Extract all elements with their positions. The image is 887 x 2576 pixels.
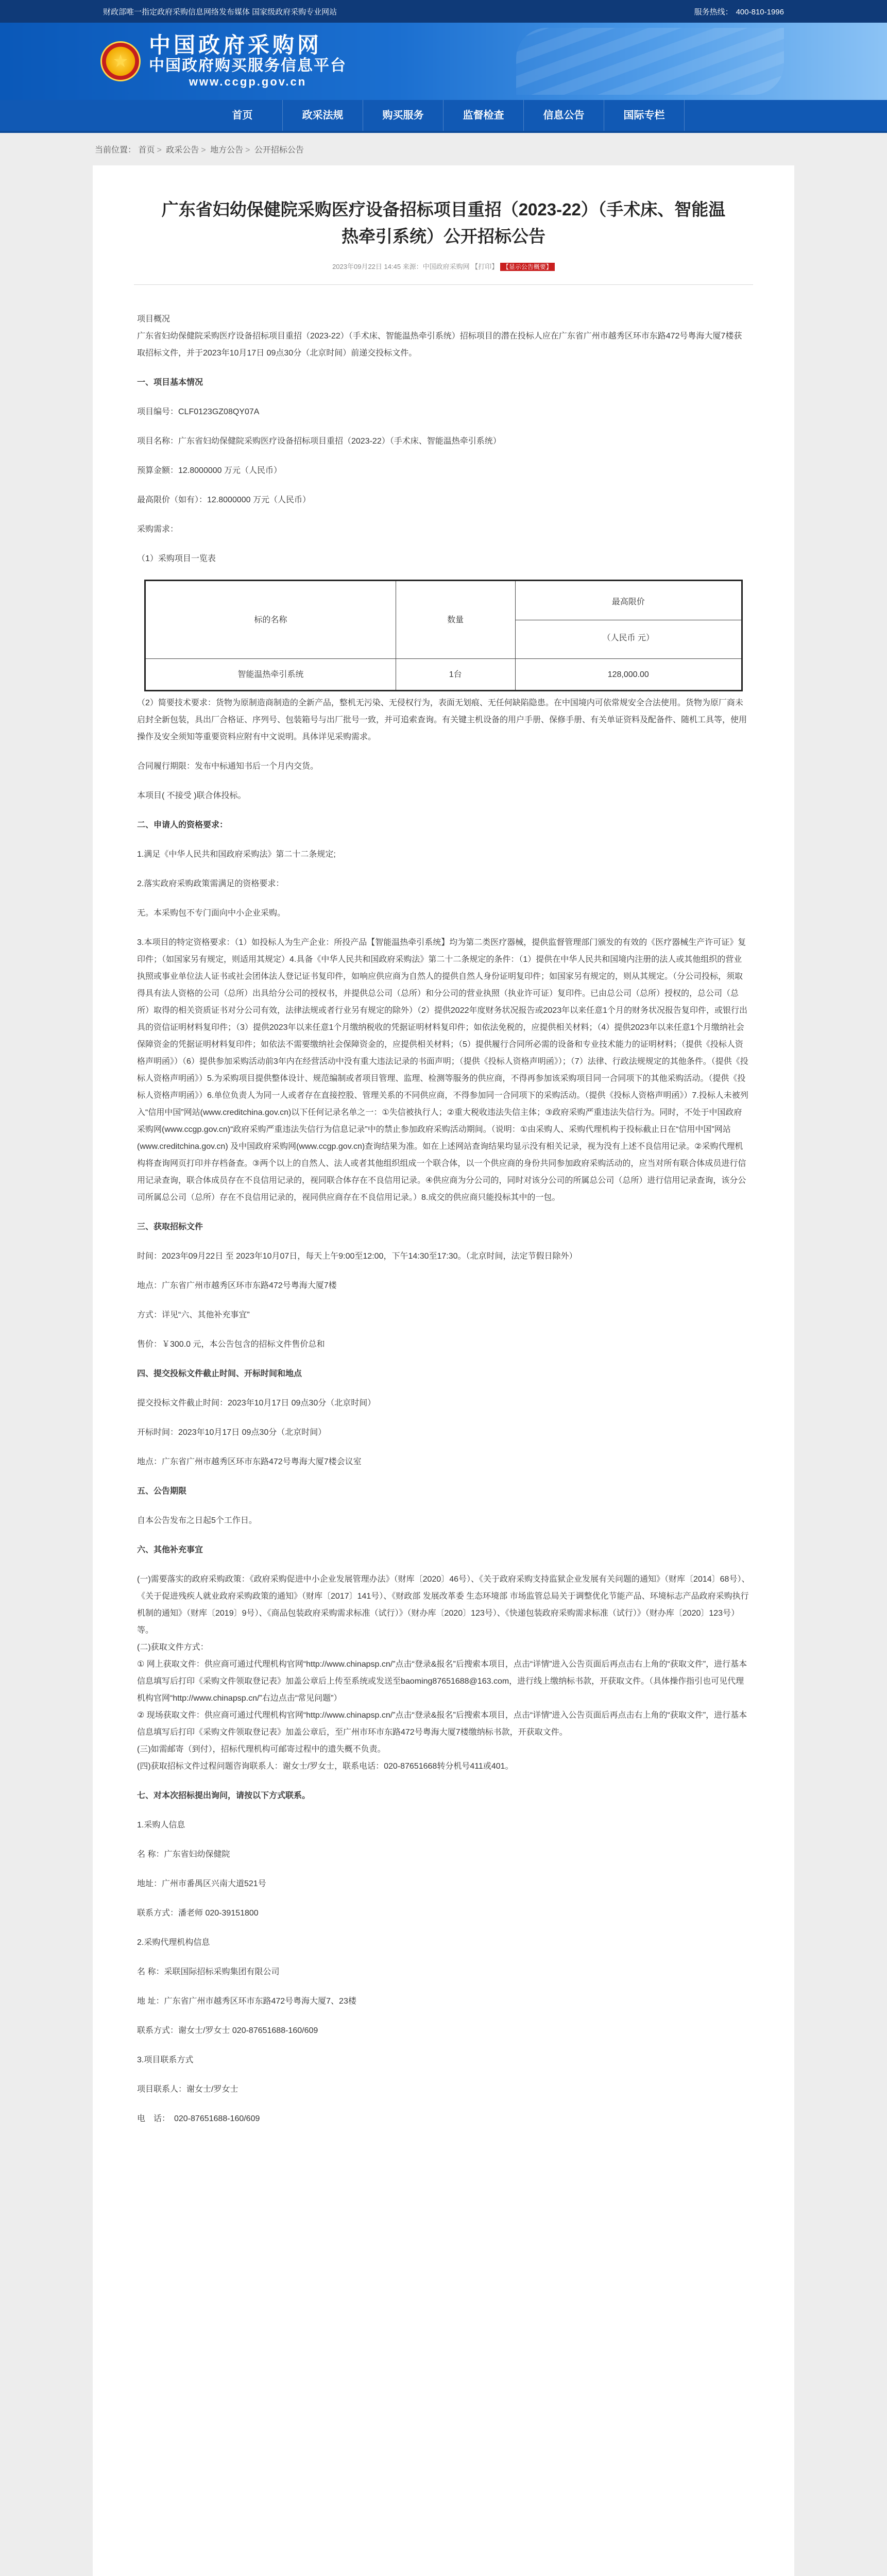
main-nav [0,100,887,133]
project-contact-phone: 电 话： 020-87651688-160/609 [137,2114,260,2123]
top-bar [0,0,887,23]
article-meta-text: 2023年09月22日 14:45 来源：中国政府采购网 【打印】 [332,263,499,270]
project-contact-person: 项目联系人：谢女士/罗女士 [137,2085,238,2094]
section-3-title: 三、获取招标文件 [137,1223,203,1231]
nav-item-supervision[interactable]: 监督检查 [444,100,524,131]
national-emblem-icon: ★ [100,41,141,81]
breadcrumb-local[interactable]: 地方公告 [210,146,244,155]
project-number: 项目编号：CLF0123GZ08QY07A [137,408,260,416]
extra-get-docs: (二)获取文件方式： [137,1643,209,1652]
purchaser-name: 名 称：广东省妇幼保健院 [137,1850,230,1859]
qualification-2-detail: 无。本采购包不专门面向中小企业采购。 [137,909,286,918]
table-cell-name: 智能温热牵引系统 [145,659,396,691]
agency-title: 2.采购代理机构信息 [137,1938,210,1947]
show-summary-button[interactable]: 【显示公告概要】 [500,263,555,271]
project-contact-title: 3.项目联系方式 [137,2056,194,2064]
section-2-title: 二、申请人的资格要求： [137,821,228,829]
purchaser-title: 1.采购人信息 [137,1821,185,1829]
extra-policy: (一)需要落实的政府采购政策：《政府采购促进中小企业发展管理办法》（财库〔2020〕46号）、《关于政府采购支持监狱企业发展有关问题的通知》（财库〔2014〕68号）、《关于促进残疾人就业政府采购政策的通知》（财库〔2017〕141号）、《财政部 发展改革委 生态环境部 市场监管总局关于调整优化节能产品、环境标志产品政府采购执行机制的通知》（财库〔2019〕9号）、《商品包装政府采购需求标准（试行）》（财办库〔2020〕123号）、《快递包装政府采购需求标准（试行）》（财办库〔2020〕123号）等。 [137,1575,750,1635]
top-bar-hotline [691,6,784,17]
get-docs-price: 售价：￥300.0 元，本公告包含的招标文件售价总和 [137,1340,325,1349]
section-6-title: 六、其他补充事宜 [137,1546,203,1554]
get-docs-place: 地点：广东省广州市越秀区环市东路472号粤海大厦7楼 [137,1281,337,1290]
logo-subtitle: 中国政府购买服务信息平台 [149,57,347,74]
agency-contact: 联系方式：谢女士/罗女士 020-87651688-160/609 [137,2026,318,2035]
notice-period: 自本公告发布之日起5个工作日。 [137,1516,257,1525]
breadcrumb: 当前位置： 首页 > 政采公告 > 地方公告 > 公开招标公告 [95,146,304,155]
purchaser-contact: 联系方式：潘老师 020-39151800 [137,1909,259,1918]
max-price: 最高限价（如有）：12.8000000 万元（人民币） [137,496,311,504]
consortium-policy: 本项目( 不接受 )联合体投标。 [137,791,246,800]
technical-requirements: （2）简要技术要求：货物为原制造商制造的全新产品，整机无污染、无侵权行为，表面无划痕、无任何缺陷隐患。在中国境内可依常规安全合法使用。货物为原厂商未启封全新包装，具出厂合格证、序列号、包装箱号与出厂批号一致，并可追索查询。有关键主机设备的用户手册、保修手册、有关单证资料及配备件、随机工具等，使用操作及安全须知等重要资料应附有中文说明。具体详见采购需求。 [137,699,747,741]
requirements-list-title: （1）采购项目一览表 [137,554,216,563]
top-bar-slogan: 财政部唯一指定政府采购信息网络发布媒体 国家级政府采购专业网站 [103,7,337,16]
agency-name: 名 称：采联国际招标采购集团有限公司 [137,1968,280,1976]
logo-title: 中国政府采购网 [149,33,322,57]
budget: 预算金额：12.8000000 万元（人民币） [137,466,282,475]
contract-period: 合同履行期限：发布中标通知书后一个月内交货。 [137,762,319,771]
table-header-qty: 数量 [396,581,515,659]
overview-title: 项目概况 [137,315,170,324]
extra-mail: (三)如需邮寄（到付），招标代理机构可邮寄过程中的遗失概不负责。 [137,1745,386,1754]
extra-get-docs-online: ① 网上获取文件：供应商可通过代理机构官网“http://www.chinapsp.cn/”点击“登录&报名”后搜索本项目，点击“详情”进入公告页面后再点击右上角的“获取文件”，进行基本信息填写后打印《采购文件领取登记表》加盖公章后上传至系统或发送至baoming87651688@163.com，进行线上缴纳标书款，开获取文件。（具体操作指引也可见代理机构官网“http://www.chinapsp.cn/”右边点击“常见问题”） [137,1660,747,1703]
article-body [134,311,753,2127]
project-name: 项目名称：广东省妇幼保健院采购医疗设备招标项目重招（2023-22）（手术床、智能温热牵引系统） [137,437,501,446]
nav-item-regulations[interactable]: 政采法规 [283,100,363,131]
section-1-title: 一、项目基本情况 [137,378,203,387]
table-header-limit-unit: （人民币 元） [602,633,654,642]
requirements-table [144,580,743,691]
extra-contact: (四)获取招标文件过程问题咨询联系人：谢女士/罗女士，联系电话：020-87651668转分机号411或401。 [137,1762,514,1771]
section-4-title: 四、提交投标文件截止时间、开标时间和地点 [137,1369,302,1378]
nav-item-purchase-services[interactable]: 购买服务 [363,100,444,131]
submit-deadline: 提交投标文件截止时间：2023年10月17日 09点30分（北京时间） [137,1399,376,1408]
banner-decoration [516,28,784,95]
requirements-label: 采购需求： [137,525,179,534]
breadcrumb-announcements[interactable]: 政采公告 [166,146,199,155]
logo-url: www.ccgp.gov.cn [189,75,307,88]
site-banner [0,23,887,100]
nav-item-announcements[interactable]: 信息公告 [524,100,604,131]
divider [134,284,753,285]
breadcrumb-open-tender[interactable]: 公开招标公告 [254,146,304,155]
section-7-title: 七、对本次招标提出询问，请按以下方式联系。 [137,1791,311,1800]
section-5-title: 五、公告期限 [137,1487,187,1496]
breadcrumb-home[interactable]: 首页 [138,146,155,155]
nav-item-home[interactable]: 首页 [202,100,283,131]
table-header-limit [515,581,742,659]
table-header-limit-title: 最高限价 [611,597,645,606]
qualification-3: 3.本项目的特定资格要求：（1）如投标人为生产企业：所投产品【智能温热牵引系统】均为第二类医疗器械，提供监督管理部门颁发的有效的《医疗器械生产许可证》复印件；（如国家另有规定，则适用其规定）4.具备《中华人民共和国政府采购法》第二十二条规定的条件：（1）提供在中华人民共和国境内注册的法人或其他组织的营业执照或事业单位法人证书或社会团体法人登记证书复印件，如响应供应商为自然人的提供自然人身份证明复印件；如国家另有规定的，则从其规定。（分公司投标，须取得具有法人资格的公司（总所）出具给分公司的授权书，并提供总公司（总所）和分公司的营业执照（执业许可证）复印件。已由总公司（总所）授权的，总公司（总所）取得的相关资质证书对分公司有效，法律法规或者行业另有规定的除外）（2）提供2022年度财务状况报告或2023年以来任意1个月的财务状况报告复印件，或银行出具的资信证明材料复印件；（3）提供2023年以来任意1个月缴纳税收的凭据证明材料复印件；如依法免税的，应提供相关材料；（4）提供2023年以来任意1个月缴纳社会保障资金的凭据证明材料复印件；如依法不需要缴纳社会保障资金的，应提供相关材料；（5）提供履行合同所必需的设备和专业技术能力的证明材料；（提供《投标人资格声明函》）（6）提供参加采购活动前3年内在经营活动中没有重大违法记录的书面声明；（提供《投标人资格声明函》）；（7）法律、行政法规规定的其他条件。（提供《投标人资格声明函》）5.为采购项目提供整体设计、规范编制或者项目管理、监理、检测等服务的供应商，不得再参加该采购项目同一合同项下的其他采购活动。（提供《投标人资格声明函》）6.单位负责人为同一人或者存在直接控股、管理关系的不同供应商，不得参加同一合同项下的采购活动。（提供《投标人资格声明函》）7.投标人未被列入“信用中国”网站(www.creditchina.gov.cn)以下任何记录名单之一：①失信被执行人；②重大税收违法失信主体；③政府采购严重违法失信行为。同时，不处于中国政府采购网(www.ccgp.gov.cn)“政府采购严重违法失信行为信息记录”中的禁止参加政府采购活动期间。（说明：①由采购人、采购代理机构于投标截止日在“信用中国”网站(www.creditchina.gov.cn) 及中国政府采购网(www.ccgp.gov.cn)查询结果为准。如在上述网站查询结果均显示没有相关记录，视为没有上述不良信用记录。②采购代理机构将查询网页打印并存档备查。③两个以上的自然人、法人或者其他组织组成一个联合体，以一个供应商的身份共同参加政府采购活动的，应当对所有联合体成员进行信用记录查询，联合体成员存在不良信用记录的，视同联合体存在不良信用记录。④供应商为分公司的，同时对该分公司的所属总公司（总所）进行信用记录查询，该分公司所属总公司（总所）存在不良信用记录的，视同供应商存在不良信用记录。）8.成交的供应商只能投标其中的一包。 [137,938,748,1202]
site-logo[interactable] [100,34,347,89]
article-title: 广东省妇幼保健院采购医疗设备招标项目重招（2023-22）（手术床、智能温热牵引系统）公开招标公告 [161,200,726,246]
qualification-2: 2.落实政府采购政策需满足的资格要求： [137,879,284,888]
open-place: 地点：广东省广州市越秀区环市东路472号粤海大厦7楼会议室 [137,1458,362,1466]
nav-item-international[interactable]: 国际专栏 [604,100,685,131]
table-cell-limit: 128,000.00 [515,659,742,691]
get-docs-time: 时间：2023年09月22日 至 2023年10月07日，每天上午9:00至12:00，下午14:30至17:30。（北京时间，法定节假日除外） [137,1252,577,1261]
article-container [93,165,794,2576]
hotline-number: 400-810-1996 [736,7,784,16]
qualification-1: 1.满足《中华人民共和国政府采购法》第二十二条规定; [137,850,336,859]
agency-address: 地 址：广东省广州市越秀区环市东路472号粤海大厦7、23楼 [137,1997,356,2006]
open-time: 开标时间：2023年10月17日 09点30分（北京时间） [137,1428,327,1437]
get-docs-way: 方式：详见“六、其他补充事宜” [137,1311,250,1319]
hotline-label: 服务热线： [694,7,733,16]
extra-get-docs-onsite: ② 现场获取文件：供应商可通过代理机构官网“http://www.chinapsp.cn/”点击“登录&报名”后搜索本项目，点击“详情”进入公告页面后再点击右上角的“获取文件”，进行基本信息填写后打印《采购文件领取登记表》加盖公章后，至广州市环市东路472号粤海大厦7楼缴纳标书款，开获取文件。 [137,1711,747,1737]
purchaser-address: 地址：广州市番禺区兴南大道521号 [137,1879,266,1888]
table-header-name: 标的名称 [145,581,396,659]
table-row [145,659,742,691]
article-meta [134,261,753,271]
overview-text: 广东省妇幼保健院采购医疗设备招标项目重招（2023-22）（手术床、智能温热牵引系统）招标项目的潜在投标人应在广东省广州市越秀区环市东路472号粤海大厦7楼获取招标文件，并于2023年10月17日 09点30分（北京时间）前递交投标文件。 [137,332,742,358]
table-cell-qty: 1台 [396,659,515,691]
breadcrumb-label: 当前位置： [95,146,137,155]
